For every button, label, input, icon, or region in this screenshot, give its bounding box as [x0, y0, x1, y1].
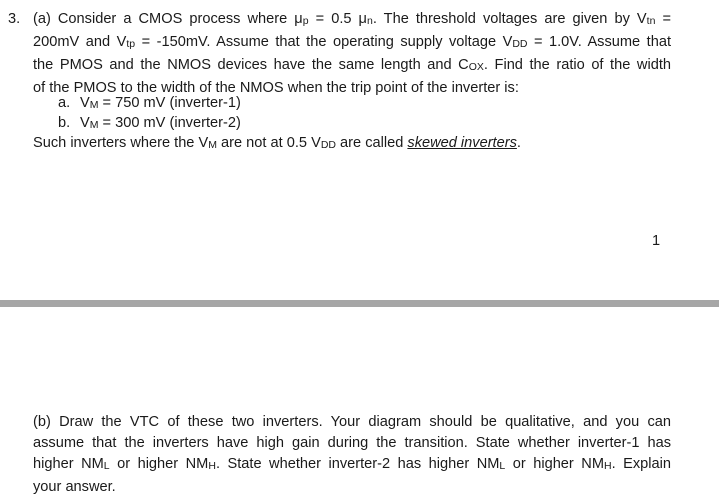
text-line: [33, 9, 671, 32]
page-2: [0, 307, 719, 501]
question-number: 3.: [8, 11, 21, 27]
text-segment: (b) Draw the VTC of these two inverters. Your diagram should be qualitative, and you can: [33, 414, 671, 430]
text-line: [33, 433, 671, 454]
list-item-text: = 300 mV (inverter-2): [98, 115, 241, 131]
list-item-label: a.: [58, 95, 71, 111]
subscript: p: [302, 15, 309, 27]
subscript: H: [603, 460, 612, 472]
text-line: [33, 477, 671, 498]
text-segment: or higher NM: [505, 456, 604, 472]
text-segment: higher NM: [33, 456, 104, 472]
subscript: L: [499, 460, 506, 472]
subscript: H: [208, 460, 216, 472]
text-segment: = 1.0V. Assume that: [527, 34, 671, 50]
text-line: [33, 454, 671, 477]
text-line: [33, 55, 671, 78]
subscript: n: [366, 15, 373, 27]
subscript: DD: [320, 139, 336, 151]
text-line: [33, 412, 671, 433]
subscript: M: [208, 139, 217, 151]
text-segment: . The threshold voltages are given by V: [372, 11, 647, 27]
subscript: L: [103, 460, 110, 472]
subscript: M: [89, 119, 99, 131]
page-divider: [0, 300, 719, 307]
text-segment: . Explain: [611, 456, 671, 472]
page-number: 1: [652, 233, 661, 249]
vm-symbol: V: [80, 95, 90, 111]
note-text: are not at 0.5 V: [216, 135, 321, 151]
vm-symbol: V: [80, 115, 90, 131]
text-segment: (a) Consider a CMOS process where μ: [33, 11, 303, 27]
text-segment: your answer.: [33, 479, 116, 495]
text-segment: of the PMOS to the width of the NMOS when the trip point of the inverter is:: [33, 80, 519, 96]
subscript: DD: [512, 38, 528, 50]
skewed-inverters-term: skewed inverters: [407, 135, 517, 151]
text-segment: assume that the inverters have high gain during the transition. State whether inverter-1 has: [33, 435, 671, 451]
text-segment: = -150mV. Assume that the operating supply voltage V: [135, 34, 513, 50]
list-item-text: = 750 mV (inverter-1): [98, 95, 241, 111]
text-line: [33, 32, 671, 55]
subscript: OX: [468, 61, 484, 73]
subscript: M: [89, 99, 99, 111]
note-text: Such inverters where the V: [33, 135, 209, 151]
text-segment: or higher NM: [109, 456, 209, 472]
subscript: tp: [126, 38, 136, 50]
text-segment: . Find the ratio of the width: [483, 57, 671, 73]
text-segment: = 0.5 μ: [308, 11, 367, 27]
text-segment: the PMOS and the NMOS devices have the same length and C: [33, 57, 469, 73]
skewed-inverter-note: [33, 133, 521, 156]
list-item-label: b.: [58, 115, 71, 131]
text-segment: 200mV and V: [33, 34, 127, 50]
part-b-paragraph: [33, 412, 671, 498]
note-text: .: [516, 135, 521, 151]
text-segment: . State whether inverter-2 has higher NM: [215, 456, 500, 472]
subscript: tn: [646, 15, 656, 27]
text-segment: =: [655, 11, 671, 27]
part-a-paragraph: [33, 9, 671, 99]
note-text: are called: [336, 135, 408, 151]
